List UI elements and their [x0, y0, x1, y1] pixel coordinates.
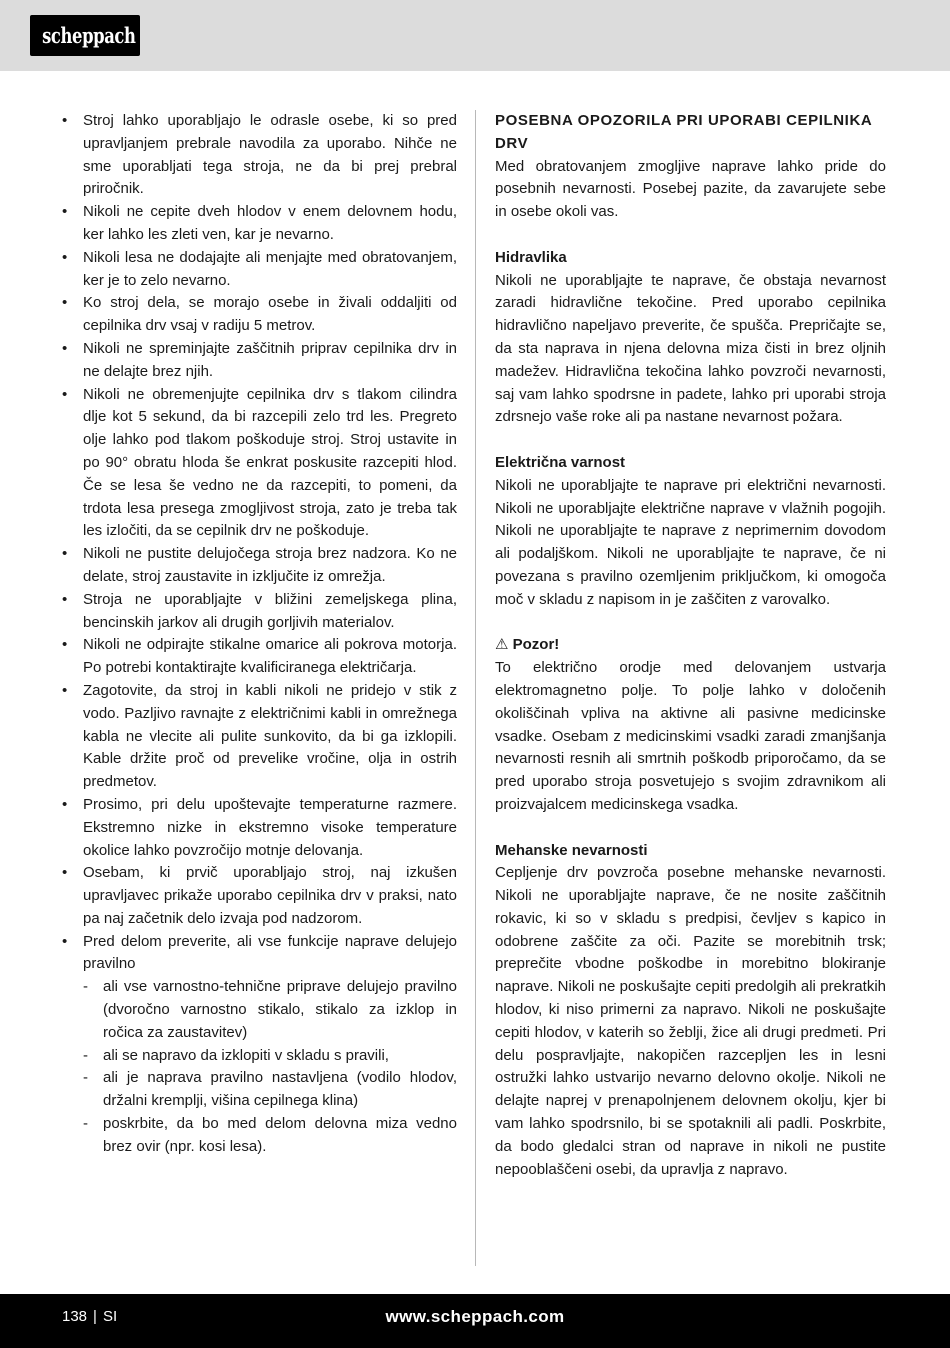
list-item: • Nikoli ne pustite delujočega stroja brez nadzora. Ko ne delate, stroj zaustavite in izključite iz omrežja.	[62, 545, 457, 585]
sub-list-item: - ali vse varnostno-tehnične priprave delujejo pravilno (dvoročno varnostno stikalo, stikalo za izklop in ročica za zaustavitev)	[83, 978, 457, 1041]
list-item: • Stroja ne uporabljajte v bližini zemeljskega plina, bencinskih jarkov ali drugih gorljivih materialov.	[62, 590, 457, 631]
list-item: • Ko stroj dela, se morajo osebe in živali oddaljiti od cepilnika drv vsaj v radiju 5 metrov.	[62, 294, 457, 335]
mechanical-heading: Mehanske nevarnosti	[495, 841, 648, 859]
intro-paragraph: Med obratovanjem zmogljive naprave lahko pride do posebnih nevarnosti. Posebej pazite, da zavarujete sebe in osebe okoli vas.	[495, 157, 886, 221]
right-column	[495, 110, 886, 1181]
list-item: • Nikoli ne odpirajte stikalne omarice ali pokrova motorja. Po potrebi kontaktirajte kvalificiranega električarja.	[62, 636, 457, 677]
column-divider	[475, 110, 476, 1266]
bullet-icon: •	[62, 294, 68, 312]
header-band	[0, 0, 950, 71]
electrical-paragraph: Nikoli ne uporabljajte te naprave pri električni nevarnosti. Nikoli ne uporabljajte električne naprave v vlažnih pogojih. Nikoli ne uporabljajte te naprave z neprimernim dovodom ali podaljškom. Nikoli ne uporabljajte te naprave, če ni povezana s pravilno ozemljenim priključkom, ki omogoča moč v skladu z napisom in je zaščiten z varovalko.	[495, 476, 886, 608]
footer-band	[0, 1294, 950, 1348]
bullet-icon: •	[62, 248, 68, 266]
bullet-icon: •	[62, 112, 68, 129]
list-item: • Osebam, ki prvič uporabljajo stroj, naj izkušen upravljavec prikaže uporabo cepilnika drv v praksi, nato pa naj začetnik delo izvaja pod nadzorom.	[62, 864, 457, 927]
bullet-icon: •	[62, 590, 68, 608]
dash-icon: -	[83, 1046, 88, 1064]
dash-icon: -	[83, 1069, 88, 1087]
scheppach-logo	[30, 15, 140, 56]
list-item: • Nikoli ne spreminjajte zaščitnih priprav cepilnika drv in ne delajte brez njih.	[62, 339, 457, 380]
footer-separator: |	[93, 1308, 97, 1325]
bullet-icon: •	[62, 636, 68, 654]
bullet-icon: •	[62, 795, 68, 813]
sub-list-item: - ali je naprava pravilno nastavljena (vodilo hlodov, držalni kremplji, višina cepilnega klina)	[83, 1069, 457, 1110]
warning-heading-label: Pozor!	[512, 636, 560, 654]
dash-icon: -	[83, 1115, 88, 1133]
list-item: • Zagotovite, da stroj in kabli nikoli ne pridejo v stik z vodo. Pazljivo ravnajte z električnimi kabli in omrežnega kabla ne vlecite ali pulite sunkovito, da bi ga izklopili. Kable držite proč od prevelike vročine, olja in ostrih predmetov.	[62, 681, 457, 791]
hydraulics-paragraph: Nikoli ne uporabljajte te naprave, če obstaja nevarnost zaradi hidravlične tekočine. Pred uporabo cepilnika hidravlično napeljavo preverite, če spušča. Prepričajte se, da sta naprava in njena delovna miza čisti in brez oljnih madežev. Hidravlična tekočina lahko povzroči nevarnosti, saj vam lahko spodrsne in padete, lahko pri uporabi stroja zdrsnejo vaše roke ali pa nastane nevarnost požara.	[495, 271, 886, 426]
warning-triangle-icon: ⚠	[495, 636, 509, 654]
list-item: • Nikoli lesa ne dodajajte ali menjajte med obratovanjem, ker je to zelo nevarno.	[62, 248, 457, 289]
hydraulics-heading: Hidravlika	[495, 248, 567, 266]
warning-heading	[495, 634, 886, 657]
page-number: 138	[62, 1308, 88, 1325]
list-item: • Nikoli ne obremenjujte cepilnika drv s tlakom cilindra dlje kot 5 sekund, da bi razcepili zelo trd les. Pregreto olje lahko pod tlakom poškoduje stroj. Stroj ustavite in po 90° obratu hloda še enkrat poskusite razcepiti hlod. Če se lesa še vedno ne da razcepiti, to pomeni, da trdota lesa presega zmogljivost stroja, zato je treba tak les izločiti, da se cepilnik drv ne poškoduje.	[62, 385, 457, 540]
website-url: www.scheppach.com	[385, 1307, 565, 1326]
list-item: • Nikoli ne cepite dveh hlodov v enem delovnem hodu, ker lahko les zleti ven, kar je nevarno.	[62, 203, 457, 243]
mechanical-paragraph: Cepljenje drv povzroča posebne mehanske nevarnosti. Nikoli ne uporabljajte naprave, če ne nosite zaščitnih rokavic, ki so v skladu s predpisi, čevljev s kapico in odobrene zaščite za oči. Pazite se morebitnih trsk; preprečite vbodne poškodbe in morebitno blokiranje naprave. Nikoli ne poskušajte cepiti predolgih ali prekratkih hlodov, ki niso primerni za napravo. Nikoli ne poskušajte cepiti hlodov, v katerih so žeblji, žice ali drugi predmeti. Pri delu pospravljajte, nakopičen razcepljen les in lesni ostružki lahko ustvarijo nevarno delovno okolje. Nikoli ne delajte naprej v prenapolnjenem delovnem okolju, kjer bi vam lahko spodrsnilo, bi se spotaknili ali padli. Poskrbite, da bodo gledalci stran od naprave in nikoli ne pustite nepooblaščeni osebi, da upravlja z napravo.	[495, 864, 886, 1178]
list-item: • Stroj lahko uporabljajo le odrasle osebe, ki so pred upravljanjem prebrale navodila za uporabo. Nihče ne sme uporabljati tega stroja, ne da bi prej prebral priročnik.	[62, 112, 457, 198]
safety-bullet-list	[62, 110, 457, 1159]
bullet-icon: •	[62, 385, 68, 403]
sub-list-item: - ali se napravo da izklopiti v skladu s pravili,	[83, 1045, 457, 1068]
bullet-icon: •	[62, 864, 68, 882]
page-number-area	[62, 1294, 117, 1348]
check-sublist	[83, 976, 457, 1158]
bullet-icon: •	[62, 681, 68, 699]
logo-text: scheppach	[42, 23, 136, 48]
list-item: • Pred delom preverite, ali vse funkcije naprave delujejo pravilno - ali vse varnostno-tehnične priprave delujejo pravilno (dvoročno varnostno stikalo, stikalo za izklop in ročica za zaustavitev) - ali se napravo da izklopiti v skladu s pravili, - ali je naprava pravilno nastavljena (vodilo hlodov, držalni kremplji, višina cepilnega klina) - poskrbite, da bo med delom delovna miza vedno brez ovir (npr. kosi lesa).	[62, 931, 457, 1159]
dash-icon: -	[83, 978, 88, 996]
bullet-icon: •	[62, 545, 68, 563]
warning-paragraph: To električno orodje med delovanjem ustvarja elektromagnetno polje. To polje lahko v določenih okoliščinah vpliva na aktivne ali pasivne medicinske vsadke. Osebam z medicinskimi vsadki zaradi zmanjšanja nevarnosti resnih ali smrtnih poškodb priporočamo, da se pred uporabo stroja posvetujejo s svojim zdravnikom ali proizvajalcem medicinskega vsadka.	[495, 659, 886, 813]
sub-list-item: - poskrbite, da bo med delom delovna miza vedno brez ovir (npr. kosi lesa).	[83, 1115, 457, 1155]
language-code: SI	[102, 1308, 118, 1325]
bullet-icon: •	[62, 203, 68, 221]
bullet-icon: •	[62, 339, 68, 357]
left-column	[62, 110, 457, 1159]
section-heading: POSEBNA OPOZORILA PRI UPORABI CEPILNIKA DRV	[495, 112, 872, 152]
list-item: • Prosimo, pri delu upoštevajte temperaturne razmere. Ekstremno nizke in ekstremno visoke temperature okolice lahko povzročijo motnje delovanja.	[62, 795, 457, 859]
electrical-heading: Električna varnost	[495, 453, 626, 471]
bullet-icon: •	[62, 932, 68, 950]
